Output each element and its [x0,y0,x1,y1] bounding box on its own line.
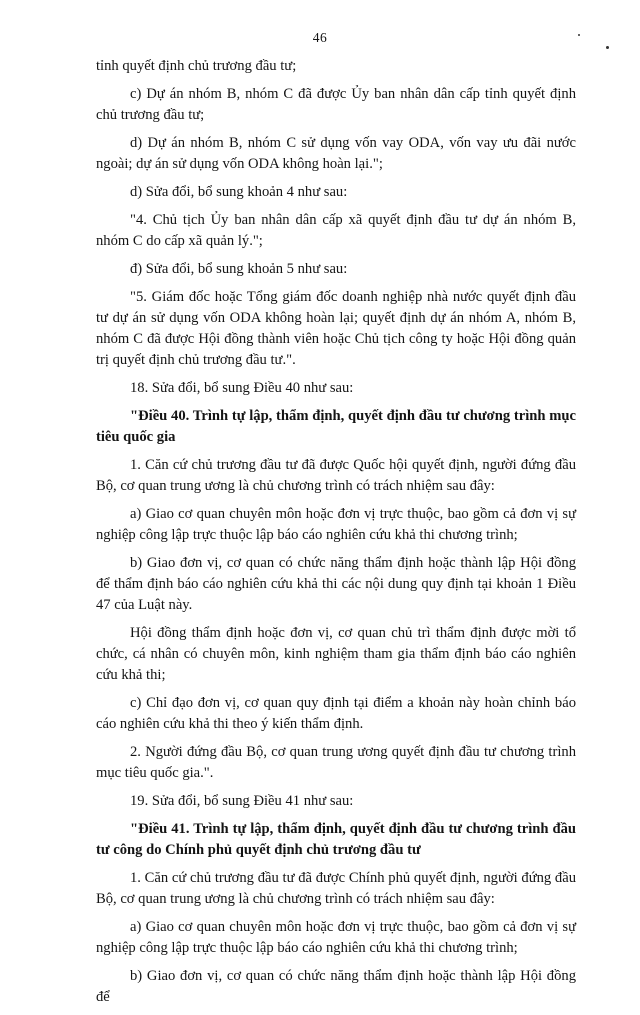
article-heading: "Điều 40. Trình tự lập, thẩm định, quyết định đầu tư chương trình mục tiêu quốc gia [96,408,576,445]
paragraph: a) Giao cơ quan chuyên môn hoặc đơn vị trực thuộc, bao gồm cả đơn vị sự nghiệp công lập trực thuộc lập báo cáo nghiên cứu khả thi chương trình; [96,506,576,543]
paragraph: 19. Sửa đổi, bổ sung Điều 41 như sau: [130,793,354,809]
paragraph: "4. Chủ tịch Ủy ban nhân dân cấp xã quyết định đầu tư dự án nhóm B, nhóm C do cấp xã quản lý."; [96,212,576,249]
paragraph: 1. Căn cứ chủ trương đầu tư đã được Quốc hội quyết định, người đứng đầu Bộ, cơ quan trung ương là chủ chương trình có trách nhiệm sau đây: [96,457,576,494]
scan-speck [578,34,580,36]
scan-speck [606,46,609,49]
paragraph: 2. Người đứng đầu Bộ, cơ quan trung ương quyết định đầu tư chương trình mục tiêu quốc gia.". [96,744,576,781]
paragraph: tỉnh quyết định chủ trương đầu tư; [96,58,297,74]
paragraph: "5. Giám đốc hoặc Tổng giám đốc doanh nghiệp nhà nước quyết định đầu tư dự án sử dụng vốn ODA không hoàn lại; quyết định dự án nhóm A, nhóm B, nhóm C đã được Hội đồng thành viên hoặc Chủ tịch công ty hoặc Hội đồng quản trị quyết định chủ trương đầu tư.". [96,289,576,368]
article-heading: "Điều 41. Trình tự lập, thẩm định, quyết định đầu tư chương trình đầu tư công do Chính phủ quyết định chủ trương đầu tư [96,821,576,858]
paragraph: Hội đồng thẩm định hoặc đơn vị, cơ quan chủ trì thẩm định được mời tổ chức, cá nhân có chuyên môn, kinh nghiệm tham gia thẩm định báo cáo nghiên cứu khả thi; [96,625,576,683]
paragraph: 18. Sửa đổi, bổ sung Điều 40 như sau: [130,380,354,396]
paragraph: c) Chỉ đạo đơn vị, cơ quan quy định tại điểm a khoản này hoàn chỉnh báo cáo nghiên cứu khả thi theo ý kiến thẩm định. [96,695,576,732]
paragraph: 1. Căn cứ chủ trương đầu tư đã được Chính phủ quyết định, người đứng đầu Bộ, cơ quan trung ương là chủ chương trình có trách nhiệm sau đây: [96,870,576,907]
page-number: 46 [312,30,328,45]
paragraph: a) Giao cơ quan chuyên môn hoặc đơn vị trực thuộc, bao gồm cả đơn vị sự nghiệp công lập trực thuộc lập báo cáo nghiên cứu khả thi chương trình; [96,919,576,956]
paragraph: b) Giao đơn vị, cơ quan có chức năng thẩm định hoặc thành lập Hội đồng để [96,968,576,1005]
paragraph: đ) Sửa đổi, bổ sung khoản 5 như sau: [130,261,348,277]
paragraph: d) Dự án nhóm B, nhóm C sử dụng vốn vay ODA, vốn vay ưu đãi nước ngoài; dự án sử dụng vốn ODA không hoàn lại."; [96,135,576,172]
document-body [96,56,576,1015]
paragraph: d) Sửa đổi, bổ sung khoản 4 như sau: [130,184,348,200]
paragraph: c) Dự án nhóm B, nhóm C đã được Ủy ban nhân dân cấp tỉnh quyết định chủ trương đầu tư; [96,86,576,123]
paragraph: b) Giao đơn vị, cơ quan có chức năng thẩm định hoặc thành lập Hội đồng để thẩm định báo cáo nghiên cứu khả thi các nội dung quy định tại khoản 1 Điều 47 của Luật này. [96,555,576,613]
